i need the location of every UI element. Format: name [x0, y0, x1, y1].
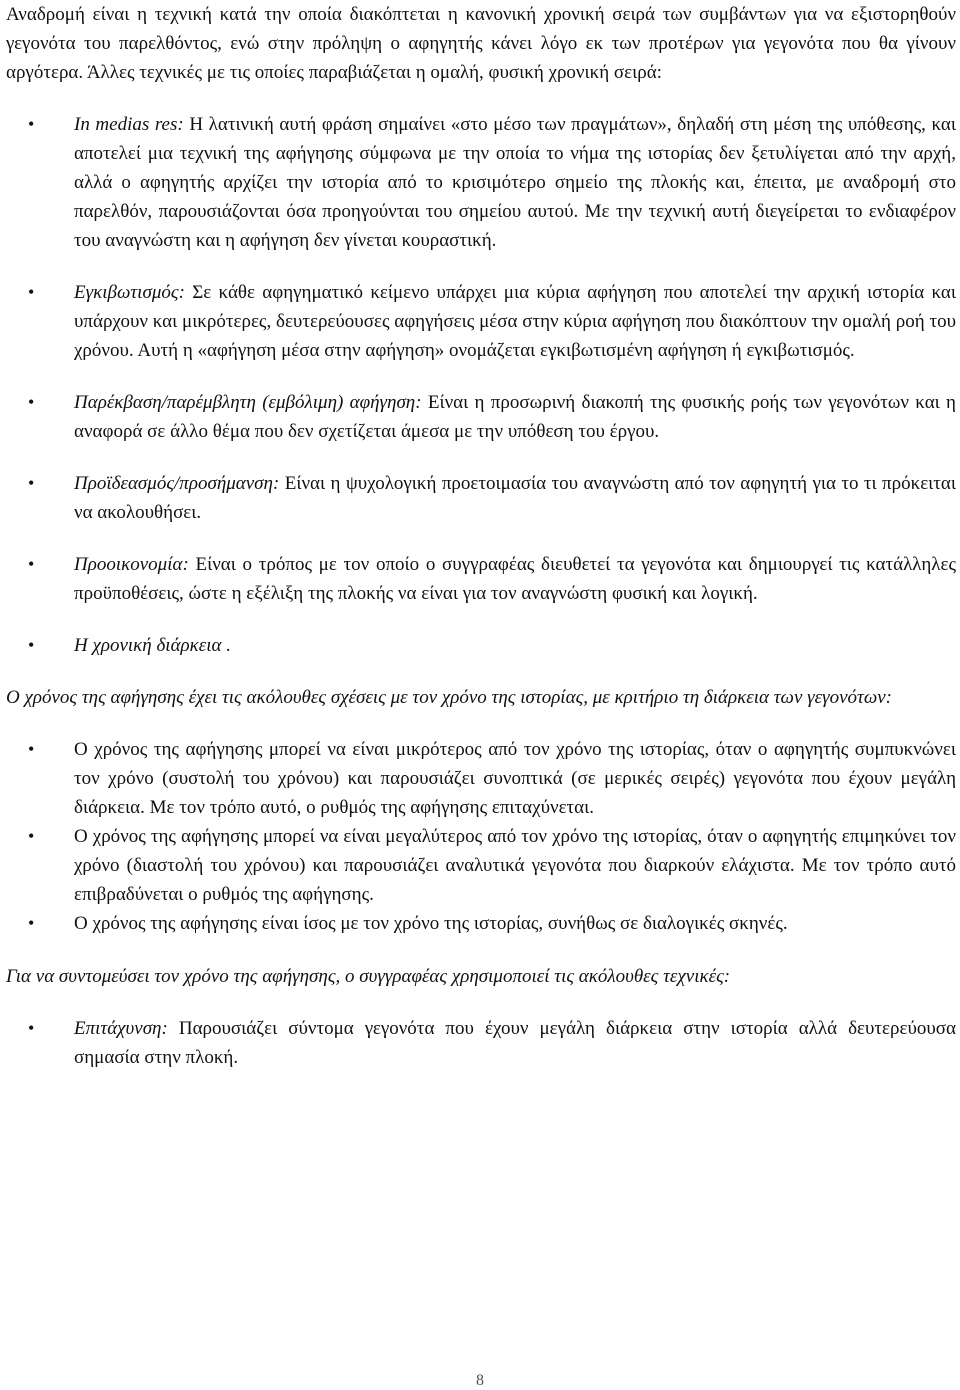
- technique-text: Η λατινική αυτή φράση σημαίνει «στο μέσο των πραγμάτων», δηλαδή στη μέση της υπόθεσης, και αποτελεί μια τεχνική της αφήγησης σύμφωνα με την οποία το νήμα της ιστορίας δεν ξετυλίγεται από την αρχή, αλλά ο αφηγητής αρχίζει την ιστορία από το κρισιμότερο σημείο της πλοκής και, έπειτα, με αναδρομή στο παρελθόν, παρουσιάζονται όσα προηγούνται του σημείου αυτού. Με την τεχνική αυτή διεγείρεται το ενδιαφέρον του αναγνώστη και η αφήγηση δεν γίνεται κουραστική.: [74, 114, 957, 251]
- techniques-list: [6, 110, 956, 660]
- shorten-heading: Για να συντομεύσει τον χρόνο της αφήγησης, ο συγγραφέας χρησιμοποιεί τις ακόλουθες τεχνικές:: [6, 966, 731, 987]
- intro-paragraph: Αναδρομή είναι η τεχνική κατά την οποία διακόπτεται η κανονική χρονική σειρά των συμβάντων για να εξιστορηθούν γεγονότα του παρελθόντος, ενώ στην πρόληψη ο αφηγητής κάνει λόγο εκ των προτέρων για γεγονότα που θα γίνουν αργότερα. Άλλες τεχνικές με τις οποίες παραβιάζεται η ομαλή, φυσική χρονική σειρά:: [6, 4, 956, 83]
- list-item: [6, 278, 956, 365]
- list-item: [6, 110, 956, 255]
- technique-term: Η χρονική διάρκεια .: [74, 635, 232, 656]
- technique-text: Είναι ο τρόπος με τον οποίο ο συγγραφέας διευθετεί τα γεγονότα και δημιουργεί τις κατάλληλες προϋποθέσεις, ώστε η εξέλιξη της πλοκής να είναι για τον αναγνώστη φυσική και λογική.: [74, 554, 956, 604]
- technique-text: Σε κάθε αφηγηματικό κείμενο υπάρχει μια κύρια αφήγηση που αποτελεί την αρχική ιστορία και υπάρχουν και μικρότερες, δευτερεύουσες αφηγήσεις μέσα στην κύρια αφήγηση που διακόπτουν την ομαλή ροή του χρόνου. Αυτή η «αφήγηση μέσα στην αφήγηση» ονομάζεται εγκιβωτισμένη αφήγηση ή εγκιβωτισμός.: [74, 282, 956, 361]
- bullet-icon: •: [28, 635, 35, 655]
- technique-term: In medias res:: [74, 114, 184, 135]
- bullet-icon: •: [28, 282, 35, 302]
- technique-text: Είναι η ψυχολογική προετοιμασία του αναγνώστη από τον αφηγητή για το τι πρόκειται να ακολουθήσει.: [74, 473, 956, 523]
- duration-text: Ο χρόνος της αφήγησης είναι ίσος με τον χρόνο της ιστορίας, συνήθως σε διαλογικές σκηνές.: [74, 913, 788, 934]
- bullet-icon: •: [28, 114, 35, 134]
- duration-list: [6, 735, 956, 938]
- technique-term: Προοικονομία:: [74, 554, 189, 575]
- technique-term: Εγκιβωτισμός:: [74, 282, 185, 303]
- bullet-icon: •: [28, 554, 35, 574]
- bullet-icon: •: [28, 392, 35, 412]
- list-item: [6, 631, 956, 660]
- bullet-icon: •: [28, 1018, 35, 1038]
- technique-text: Είναι η προσωρινή διακοπή της φυσικής ροής των γεγονότων και η αναφορά σε άλλο θέμα που δεν σχετίζεται άμεσα με την υπόθεση του έργου.: [74, 392, 956, 442]
- bullet-icon: •: [28, 826, 35, 846]
- document-page: [6, 0, 956, 1072]
- technique-term: Παρέκβαση/παρέμβλητη (εμβόλιμη) αφήγηση:: [74, 392, 422, 413]
- technique-term: Προϊδεασμός/προσήμανση:: [74, 473, 280, 494]
- shorten-list: [6, 1014, 956, 1072]
- technique-term: Επιτάχυνση:: [74, 1018, 168, 1039]
- duration-text: Ο χρόνος της αφήγησης μπορεί να είναι μεγαλύτερος από τον χρόνο της ιστορίας, όταν ο αφηγητής επιμηκύνει τον χρόνο (διαστολή του χρόνου) και παρουσιάζει αναλυτικά γεγονότα που διαρκούν ελάχιστα. Με τον τρόπο αυτό επιβραδύνεται ο ρυθμός της αφήγησης.: [74, 826, 956, 905]
- list-item: [6, 822, 956, 909]
- list-item: [6, 388, 956, 446]
- list-item: [6, 1014, 956, 1072]
- technique-text: Παρουσιάζει σύντομα γεγονότα που έχουν μεγάλη διάρκεια στην ιστορία αλλά δευτερεύουσα σημασία στην πλοκή.: [74, 1018, 956, 1068]
- list-item: [6, 550, 956, 608]
- bullet-icon: •: [28, 913, 35, 933]
- list-item: [6, 469, 956, 527]
- list-item: [6, 735, 956, 822]
- duration-heading: Ο χρόνος της αφήγησης έχει τις ακόλουθες σχέσεις με τον χρόνο της ιστορίας, με κριτήριο τη διάρκεια των γεγονότων:: [6, 687, 892, 708]
- list-item: [6, 909, 956, 938]
- bullet-icon: •: [28, 739, 35, 759]
- page-number: 8: [476, 1372, 484, 1389]
- duration-text: Ο χρόνος της αφήγησης μπορεί να είναι μικρότερος από τον χρόνο της ιστορίας, όταν ο αφηγητής συμπυκνώνει τον χρόνο (συστολή του χρόνου) και παρουσιάζει συνοπτικά (σε μερικές σειρές) γεγονότα που έχουν μεγάλη διάρκεια. Με τον τρόπο αυτό, ο ρυθμός της αφήγησης επιταχύνεται.: [74, 739, 956, 818]
- bullet-icon: •: [28, 473, 35, 493]
